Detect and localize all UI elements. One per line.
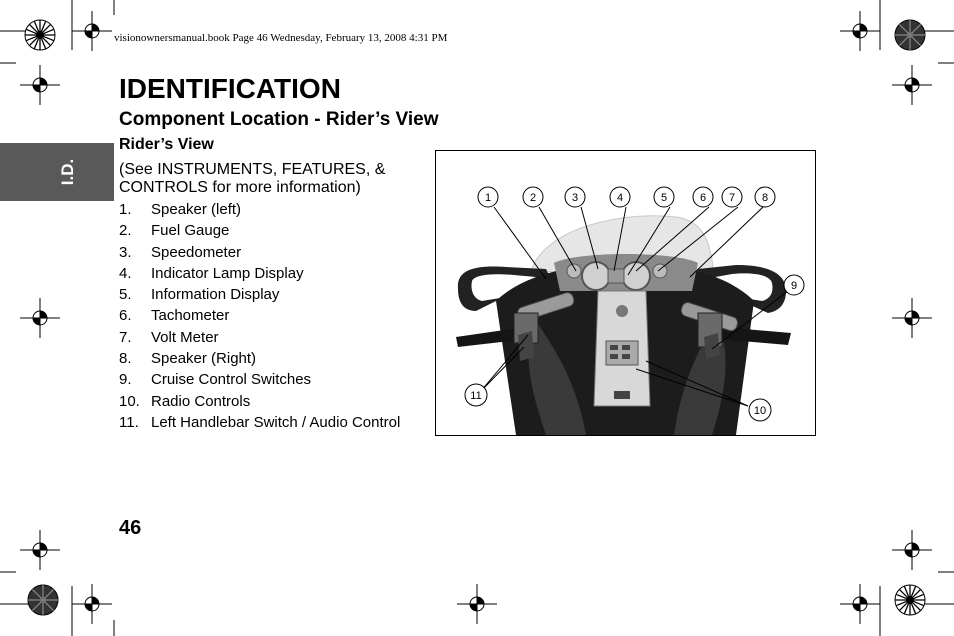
side-tab-label: I.D. xyxy=(58,158,77,186)
callout-label: 5 xyxy=(660,192,668,204)
item-number: 6. xyxy=(119,307,132,325)
item-label: Left Handlebar Switch / Audio Control xyxy=(151,413,401,431)
list-item xyxy=(119,412,400,433)
section-side-tab xyxy=(0,143,114,201)
section-title: Component Location - Rider’s View xyxy=(119,109,439,130)
page-number: 46 xyxy=(119,517,142,539)
item-label: Radio Controls xyxy=(151,392,251,410)
item-label: Cruise Control Switches xyxy=(151,371,312,389)
item-number: 10. xyxy=(119,392,140,410)
item-number: 3. xyxy=(119,243,132,261)
callout-label: 9 xyxy=(790,280,798,292)
item-label: Volt Meter xyxy=(151,328,219,346)
item-label: Information Display xyxy=(151,286,280,304)
riders-view-photo xyxy=(435,150,816,436)
motorcycle-cockpit-illustration xyxy=(436,151,815,435)
callout-label: 3 xyxy=(571,192,579,204)
list-item xyxy=(119,391,400,412)
list-item xyxy=(119,242,400,263)
list-item xyxy=(119,199,400,220)
list-item xyxy=(119,284,400,305)
item-label: Fuel Gauge xyxy=(151,222,230,240)
list-item xyxy=(119,327,400,348)
item-label: Speedometer xyxy=(151,243,242,261)
callout-label: 4 xyxy=(616,192,624,204)
list-item xyxy=(119,305,400,326)
list-item xyxy=(119,369,400,390)
item-label: Speaker (Right) xyxy=(151,350,257,368)
item-label: Indicator Lamp Display xyxy=(151,264,304,282)
reference-note: (See INSTRUMENTS, FEATURES, & CONTROLS for more information) xyxy=(119,161,386,196)
item-label: Speaker (left) xyxy=(151,201,242,218)
page-title: IDENTIFICATION xyxy=(119,73,341,104)
item-number: 9. xyxy=(119,371,132,389)
list-item xyxy=(119,348,400,369)
item-number: 2. xyxy=(119,222,132,240)
book-header-line: visionownersmanual.book Page 46 Wednesday, February 13, 2008 4:31 PM xyxy=(114,32,448,44)
item-number: 4. xyxy=(119,264,132,282)
list-item xyxy=(119,220,400,241)
callout-label: 7 xyxy=(728,192,736,204)
item-label: Tachometer xyxy=(151,307,230,325)
item-number: 5. xyxy=(119,286,132,304)
item-number: 1. xyxy=(119,201,132,218)
callout-label: 2 xyxy=(529,192,537,204)
callout-label: 1 xyxy=(484,192,492,204)
callout-label: 6 xyxy=(699,192,707,204)
item-number: 7. xyxy=(119,328,132,346)
subsection-title: Rider’s View xyxy=(119,136,214,153)
component-list xyxy=(119,199,400,433)
item-number: 11. xyxy=(119,413,139,431)
item-number: 8. xyxy=(119,350,132,368)
callout-label: 8 xyxy=(761,192,769,204)
callout-label: 11 xyxy=(470,390,482,402)
list-item xyxy=(119,263,400,284)
callout-label: 10 xyxy=(753,405,767,417)
